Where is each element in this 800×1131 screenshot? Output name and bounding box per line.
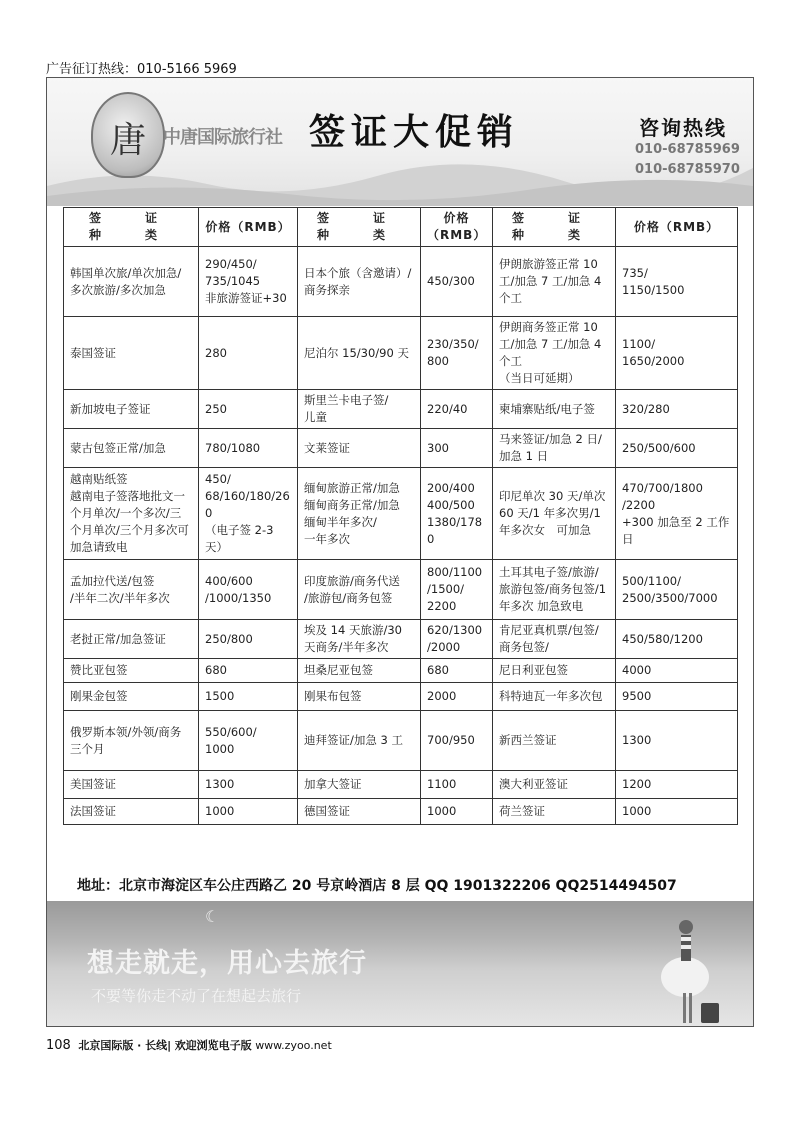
table-header-row: [64, 208, 738, 247]
promo-title: 签证大促销: [309, 111, 520, 153]
visa-price-cell: 735/ 1150/1500: [616, 247, 738, 317]
visa-price-cell: 290/450/ 735/1045 非旅游签证+30: [199, 247, 298, 317]
col-header-price: 价格（RMB）: [199, 208, 298, 247]
visa-type-cell: 肯尼亚真机票/包签/商务包签/: [493, 620, 616, 659]
visa-type-cell: 土耳其电子签/旅游/旅游包签/商务包签/1 年多次 加急致电: [493, 560, 616, 620]
visa-price-cell: 450/580/1200: [616, 620, 738, 659]
hotline-label: 咨询热线: [639, 116, 727, 140]
agency-logo: [91, 92, 165, 178]
visa-price-cell: 1000: [616, 799, 738, 825]
visa-type-cell: 蒙古包签正常/加急: [64, 429, 199, 468]
visa-type-cell: 荷兰签证: [493, 799, 616, 825]
visa-price-cell: 1500: [199, 683, 298, 711]
table-row: [64, 799, 738, 825]
visa-price-cell: 220/40: [421, 390, 493, 429]
visa-type-cell: 美国签证: [64, 771, 199, 799]
visa-type-cell: 伊朗商务签正常 10工/加急 7 工/加急 4个工 （当日可延期）: [493, 317, 616, 390]
visa-price-cell: 680: [199, 659, 298, 683]
visa-price-cell: 500/1100/ 2500/3500/7000: [616, 560, 738, 620]
visa-price-cell: 1300: [199, 771, 298, 799]
visa-price-cell: 1100/ 1650/2000: [616, 317, 738, 390]
hotline-phone-1: 010-68785969: [635, 142, 740, 157]
visa-price-cell: 680: [421, 659, 493, 683]
visa-type-cell: 印尼单次 30 天/单次 60 天/1 年多次男/1 年多次女 可加急: [493, 468, 616, 560]
page-number: 108: [46, 1038, 71, 1053]
visa-type-cell: 韩国单次旅/单次加急/多次旅游/多次加急: [64, 247, 199, 317]
table-row: [64, 683, 738, 711]
agency-name: 中唐国际旅行社: [163, 127, 282, 148]
travel-photo-banner: [47, 901, 753, 1027]
table-row: [64, 771, 738, 799]
visa-type-cell: 缅甸旅游正常/加急 缅甸商务正常/加急 缅甸半年多次/ 一年多次: [298, 468, 421, 560]
visa-type-cell: 俄罗斯本领/外领/商务三个月: [64, 711, 199, 771]
ad-hotline: 广告征订热线：010-5166 5969: [46, 62, 237, 77]
traveler-girl-figure: [661, 907, 721, 1025]
visa-price-cell: 1200: [616, 771, 738, 799]
col-header-visa-type: 签 证 种 类: [493, 208, 616, 247]
visa-price-cell: 1300: [616, 711, 738, 771]
visa-price-cell: 1000: [421, 799, 493, 825]
agency-address: 地址：北京市海淀区车公庄西路乙 20 号京岭酒店 8 层 QQ 1901322206 QQ2514494507: [77, 878, 677, 894]
table-row: [64, 390, 738, 429]
visa-price-cell: 450/ 68/160/180/260 （电子签 2-3 天）: [199, 468, 298, 560]
visa-type-cell: 尼泊尔 15/30/90 天: [298, 317, 421, 390]
visa-price-cell: 300: [421, 429, 493, 468]
header-banner: [47, 78, 753, 206]
visa-type-cell: 斯里兰卡电子签/ 儿童: [298, 390, 421, 429]
logo-seal-char: 唐: [109, 120, 146, 161]
visa-price-cell: 800/1100 /1500/ 2200: [421, 560, 493, 620]
visa-type-cell: 法国签证: [64, 799, 199, 825]
visa-type-cell: 尼日利亚包签: [493, 659, 616, 683]
visa-price-cell: 1100: [421, 771, 493, 799]
visa-type-cell: 越南贴纸签 越南电子签落地批文一个月单次/一个多次/三个月单次/三个月多次可加急请致电: [64, 468, 199, 560]
visa-price-cell: 4000: [616, 659, 738, 683]
visa-type-cell: 老挝正常/加急签证: [64, 620, 199, 659]
col-header-price: 价格（RMB）: [616, 208, 738, 247]
visa-price-cell: 250/800: [199, 620, 298, 659]
table-row: [64, 468, 738, 560]
visa-type-cell: 伊朗旅游签正常 10工/加急 7 工/加急 4个工: [493, 247, 616, 317]
table-row: [64, 247, 738, 317]
visa-price-cell: 450/300: [421, 247, 493, 317]
visa-type-cell: 文莱签证: [298, 429, 421, 468]
table-row: [64, 429, 738, 468]
visa-type-cell: 赞比亚包签: [64, 659, 199, 683]
col-header-price: 价格 （RMB）: [421, 208, 493, 247]
table-row: [64, 560, 738, 620]
visa-type-cell: 孟加拉代送/包签 /半年二次/半年多次: [64, 560, 199, 620]
visa-price-cell: 400/600 /1000/1350: [199, 560, 298, 620]
visa-price-cell: 250: [199, 390, 298, 429]
page-footer: [46, 1037, 332, 1053]
visa-price-cell: 2000: [421, 683, 493, 711]
visa-type-cell: 日本个旅（含邀请）/商务探亲: [298, 247, 421, 317]
visa-type-cell: 马来签证/加急 2 日/加急 1 日: [493, 429, 616, 468]
visa-price-cell: 320/280: [616, 390, 738, 429]
visa-price-cell: 700/950: [421, 711, 493, 771]
banner-slogan: 想走就走，用心去旅行: [87, 948, 367, 979]
visa-price-cell: 9500: [616, 683, 738, 711]
visa-price-table: [63, 207, 738, 825]
table-row: [64, 711, 738, 771]
table-row: [64, 317, 738, 390]
col-header-visa-type: 签 证 种 类: [64, 208, 199, 247]
table-row: [64, 659, 738, 683]
visa-type-cell: 科特迪瓦一年多次包: [493, 683, 616, 711]
visa-type-cell: 刚果布包签: [298, 683, 421, 711]
moon-icon: ☾: [205, 907, 220, 926]
visa-type-cell: 加拿大签证: [298, 771, 421, 799]
hotline-phone-2: 010-68785970: [635, 162, 740, 177]
visa-price-cell: 470/700/1800 /2200 +300 加急至 2 工作日: [616, 468, 738, 560]
visa-type-cell: 泰国签证: [64, 317, 199, 390]
visa-price-cell: 550/600/ 1000: [199, 711, 298, 771]
visa-type-cell: 柬埔寨贴纸/电子签: [493, 390, 616, 429]
visa-price-cell: 250/500/600: [616, 429, 738, 468]
visa-type-cell: 刚果金包签: [64, 683, 199, 711]
table-row: [64, 620, 738, 659]
col-header-visa-type: 签 证 种 类: [298, 208, 421, 247]
visa-price-cell: 280: [199, 317, 298, 390]
visa-type-cell: 印度旅游/商务代送 /旅游包/商务包签: [298, 560, 421, 620]
visa-type-cell: 德国签证: [298, 799, 421, 825]
visa-type-cell: 新西兰签证: [493, 711, 616, 771]
visa-type-cell: 埃及 14 天旅游/30 天商务/半年多次: [298, 620, 421, 659]
visa-price-cell: 780/1080: [199, 429, 298, 468]
visa-type-cell: 新加坡电子签证: [64, 390, 199, 429]
edition-label: 北京国际版 · 长线|: [78, 1039, 172, 1052]
visa-type-cell: 迪拜签证/加急 3 工: [298, 711, 421, 771]
visa-price-cell: 620/1300 /2000: [421, 620, 493, 659]
visa-price-cell: 230/350/ 800: [421, 317, 493, 390]
visa-price-cell: 200/400 400/500 1380/1780: [421, 468, 493, 560]
visa-price-cell: 1000: [199, 799, 298, 825]
website-url: www.zyoo.net: [255, 1039, 332, 1052]
visa-type-cell: 坦桑尼亚包签: [298, 659, 421, 683]
banner-sub-slogan: 不要等你走不动了在想起去旅行: [91, 987, 302, 1005]
welcome-text: 欢迎浏览电子版: [174, 1039, 252, 1052]
advert-frame: [46, 77, 754, 1027]
visa-type-cell: 澳大利亚签证: [493, 771, 616, 799]
